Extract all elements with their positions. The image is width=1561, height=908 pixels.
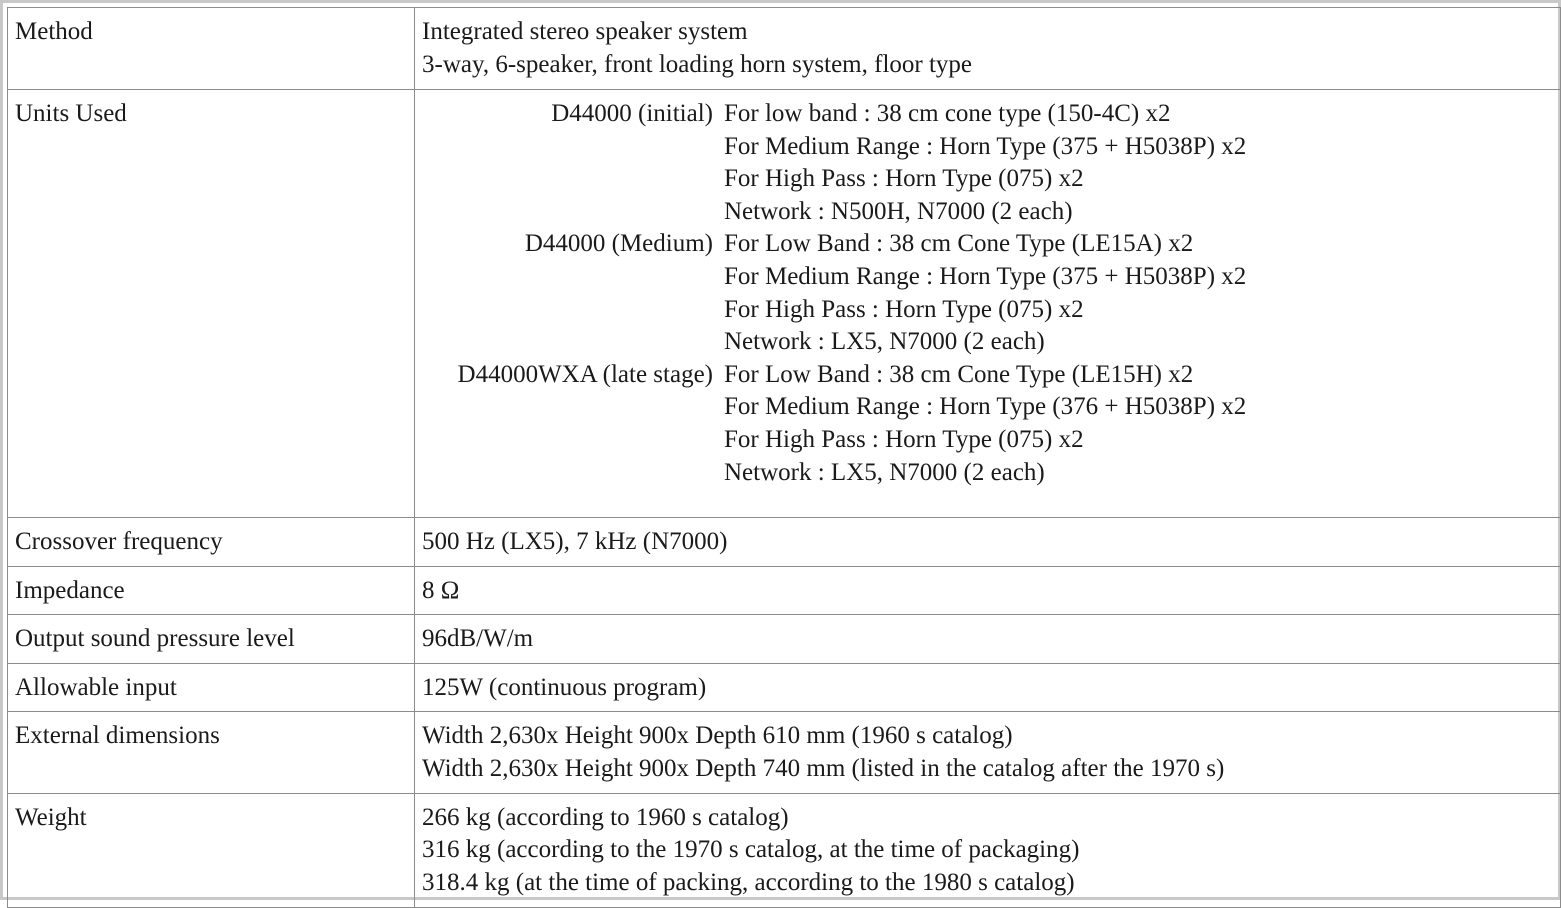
spec-table [7,7,1561,908]
row-label-method: Method [8,8,415,90]
units-grid [415,98,1553,499]
row-label-allowable-input: Allowable input [8,663,415,712]
weight-line: 266 kg (according to 1960 s catalog) [422,803,789,831]
method-line: 3-way, 6-speaker, front loading horn system, floor type [422,50,973,78]
method-line: Integrated stereo speaker system [422,18,748,45]
unit-line: For Medium Range : Horn Type (376 + H5038P) x2 [724,393,1247,421]
table-row-impedance [8,566,1561,615]
table-row-allowable-input [8,663,1561,712]
unit-line: For low band : 38 cm cone type (150-4C) x2 [724,100,1171,127]
row-value-dimensions [415,712,1561,793]
row-label-weight: Weight [8,793,415,907]
unit-line: For Low Band : 38 cm Cone Type (LE15H) x2 [724,360,1194,388]
model-name: D44000WXA (late stage) [457,360,713,388]
dimensions-line: Width 2,630x Height 900x Depth 610 mm (1960 s catalog) [422,722,1013,750]
unit-line: Network : LX5, N7000 (2 each) [724,458,1045,486]
unit-line: For Low Band : 38 cm Cone Type (LE15A) x2 [724,230,1194,258]
row-value-impedance: 8 Ω [415,566,1561,615]
table-row-weight [8,793,1561,907]
unit-line: For High Pass : Horn Type (075) x2 [724,425,1084,453]
row-value-allowable-input: 125W (continuous program) [415,663,1561,712]
model-name: D44000 (initial) [551,100,713,127]
table-row-method [8,8,1561,90]
row-label-dimensions: External dimensions [8,712,415,793]
row-label-crossover: Crossover frequency [8,518,415,567]
unit-line: Network : LX5, N7000 (2 each) [724,328,1045,356]
row-label-impedance: Impedance [8,566,415,615]
model-name: D44000 (Medium) [524,230,713,258]
row-value-spl: 96dB/W/m [415,615,1561,664]
unit-line: For Medium Range : Horn Type (375 + H5038P) x2 [724,262,1247,290]
row-value-crossover: 500 Hz (LX5), 7 kHz (N7000) [415,518,1561,567]
dimensions-line: Width 2,630x Height 900x Depth 740 mm (listed in the catalog after the 1970 s) [422,754,1225,782]
unit-line: For High Pass : Horn Type (075) x2 [724,165,1084,193]
unit-line: For Medium Range : Horn Type (375 + H5038P) x2 [724,132,1247,160]
table-row-crossover [8,518,1561,567]
row-value-units-used [415,90,1561,518]
table-row-dimensions [8,712,1561,793]
table-row-units-used [8,90,1561,518]
row-label-spl: Output sound pressure level [8,615,415,664]
table-row-spl [8,615,1561,664]
row-label-units-used: Units Used [8,90,415,518]
weight-line: 318.4 kg (at the time of packing, according to the 1980 s catalog) [422,868,1075,896]
unit-line: Network : N500H, N7000 (2 each) [724,197,1073,225]
row-value-method [415,8,1561,90]
weight-line: 316 kg (according to the 1970 s catalog, at the time of packaging) [422,836,1080,864]
row-value-weight [415,793,1561,907]
unit-line: For High Pass : Horn Type (075) x2 [724,295,1084,323]
